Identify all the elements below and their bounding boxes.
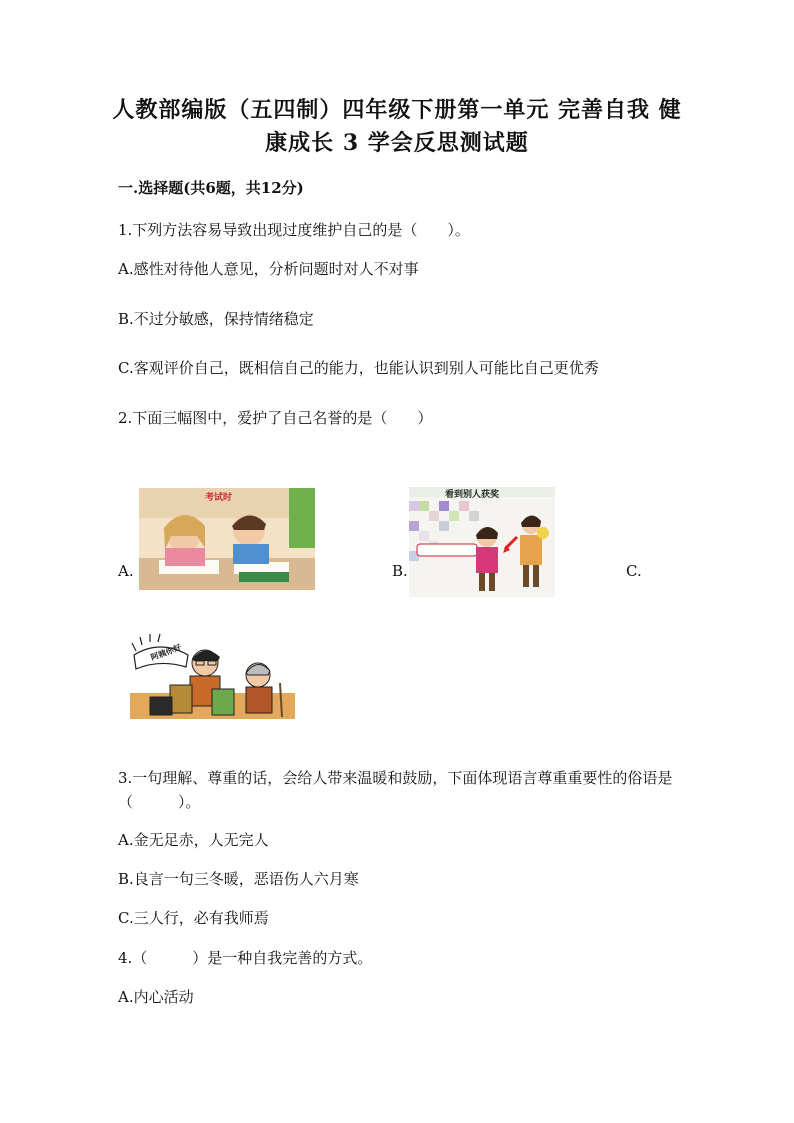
- question-3-option-a: A.金无足赤，人无完人: [118, 831, 269, 849]
- exam-scene-image: [139, 488, 315, 590]
- question-3-stem: 3.一句理解、尊重的话，会给人带来温暖和鼓励，下面体现语言尊重重要性的俗语是（ ）。: [118, 769, 673, 811]
- question-1-stem: 1.下列方法容易导致出现过度维护自己的是（ ）。: [118, 221, 470, 239]
- question-2-option-b-label: B.: [392, 562, 408, 580]
- question-1-option-a: A.感性对待他人意见，分析问题时对人不对事: [118, 260, 419, 278]
- page-title: 人教部编版（五四制）四年级下册第一单元 完善自我 健康成长 3 学会反思测试题: [112, 97, 682, 156]
- award-scene-caption: 看到别人获奖: [445, 490, 500, 500]
- question-1-option-c: C.客观评价自己，既相信自己的能力，也能认识到别人可能比自己更优秀: [118, 359, 599, 377]
- question-4-option-a: A.内心活动: [118, 988, 194, 1006]
- question-2-stem: 2.下面三幅图中，爱护了自己名誉的是（ ）: [118, 409, 433, 427]
- award-scene-image: [409, 487, 555, 597]
- question-3-option-c: C.三人行，必有我师焉: [118, 909, 269, 927]
- question-4-stem: 4.（ ）是一种自我完善的方式。: [118, 949, 373, 967]
- question-2-option-c-label: C.: [626, 562, 642, 580]
- section-heading: 一.选择题(共6题，共12分): [118, 179, 304, 197]
- question-1-option-b: B.不过分敏感，保持情绪稳定: [118, 310, 314, 328]
- question-2-option-a-label: A.: [118, 562, 134, 580]
- exam-scene-caption: 考试时: [205, 493, 233, 503]
- greeting-scene-image: [130, 633, 295, 719]
- question-3-option-b: B.良言一句三冬暖，恶语伤人六月寒: [118, 870, 359, 888]
- greeting-scene-caption: 阿姨你好: [149, 642, 183, 663]
